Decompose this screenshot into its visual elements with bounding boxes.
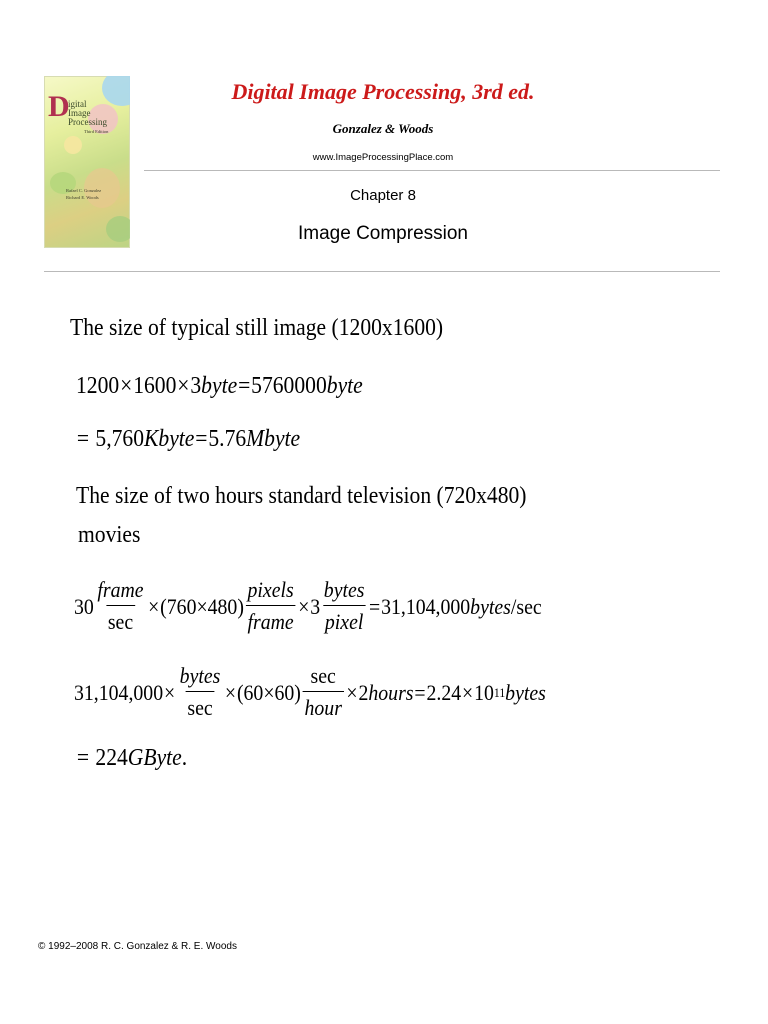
eq-unit: byte [326,373,363,399]
denominator: hour [304,695,342,720]
equals-operator: = [238,373,251,399]
fraction-frame-per-sec [96,577,146,637]
times-operator: × [298,594,310,619]
equals-operator: = [76,745,90,771]
eq-unit: Mbyte [246,426,301,452]
eq-term: 5.76 [208,426,247,452]
cover-title-word: Image [68,108,91,118]
times-operator: × [346,680,358,705]
denominator: frame [247,609,294,634]
eq-result: 224 [95,745,128,771]
eq-term: 3 [310,594,321,619]
book-authors: Gonzalez & Woods [332,121,434,136]
fraction-bytes-per-pixel [322,577,366,637]
denominator: sec [187,695,213,720]
numerator: frame [97,577,144,602]
eq-term: (760×480) [160,594,244,619]
eq-unit: Kbyte [143,426,195,452]
times-operator: × [177,373,190,399]
eq-term: 5,760 [95,426,144,452]
text-line-television: The size of two hours standard television (720x480) [76,483,527,509]
cover-edition: Third Edition [84,129,109,134]
fraction-bytes-per-sec [178,663,222,723]
eq-unit: sec [516,594,542,619]
eq-term: 3 [190,373,202,399]
eq-term: 30 [74,594,94,619]
cover-title-word: Processing [68,117,107,127]
equals-operator: = [414,680,426,705]
header-divider [144,170,720,171]
eq-unit: bytes [470,594,511,619]
book-title: Digital Image Processing, 3rd ed. [231,79,535,104]
times-operator: × [224,680,237,705]
eq-unit: GByte [127,745,182,771]
eq-term: 1600 [133,373,177,399]
eq-unit: hours [368,680,414,705]
slash-operator: / [510,594,517,619]
book-cover-image [44,76,130,248]
times-operator: × [148,594,160,619]
eq-term: 10 [474,680,494,705]
chapter-subject: Image Compression [297,223,469,244]
eq-term: 31,104,000 [74,680,164,705]
header-divider [44,271,720,272]
eq-term: (60×60) [236,680,301,705]
cover-title-word: igital [68,99,87,109]
equals-operator: = [76,426,90,452]
eq-result: 2.24 [426,680,462,705]
text-line-still-image: The size of typical still image (1200x1600) [70,315,444,341]
cover-title-initial: D [48,90,70,123]
cover-author: Richard E. Woods [66,195,99,200]
equation-still-image-bytes [76,372,363,400]
eq-unit: byte [201,373,238,399]
eq-unit: bytes [505,680,546,705]
denominator: pixel [324,609,364,634]
eq-term: 2 [358,680,369,705]
period: . [181,745,188,771]
cover-art-shape [102,76,130,106]
times-operator: × [164,680,176,705]
fraction-sec-per-hour [303,663,344,723]
fraction-pixels-per-frame [246,577,296,637]
eq-term: 1200 [76,373,120,399]
equation-gigabytes [76,744,187,772]
cover-author: Rafael C. Gonzalez [66,188,102,193]
equation-two-hours-bytes: 31,104,000 × $\frac{\text{bytes}}{\sec}$ × (60×60) $\frac{\sec}{\text{hour}}$ × 2 hours = 2.24 × 10 11 bytes [74,664,546,722]
times-operator: × [462,680,474,705]
equation-video-bytes-per-second [74,578,542,636]
denominator: sec [107,609,134,634]
chapter-label: Chapter 8 [350,187,416,204]
times-operator: × [120,373,133,399]
cover-art-shape [106,216,130,242]
website-url: www.ImageProcessingPlace.com [312,152,454,163]
eq-result: 31,104,000 [381,594,471,619]
equals-operator: = [195,426,208,452]
numerator: pixels [247,577,294,602]
equals-operator: = [368,594,381,619]
text-line-movies: movies [78,522,141,548]
equation-still-image-megabytes [76,425,300,453]
copyright-footer: © 1992–2008 R. C. Gonzalez & R. E. Woods [38,941,237,952]
numerator: bytes [323,577,365,602]
cover-art-shape [64,136,82,154]
eq-result: 5760000 [251,373,327,399]
numerator: sec [310,663,336,688]
numerator: bytes [179,663,221,688]
